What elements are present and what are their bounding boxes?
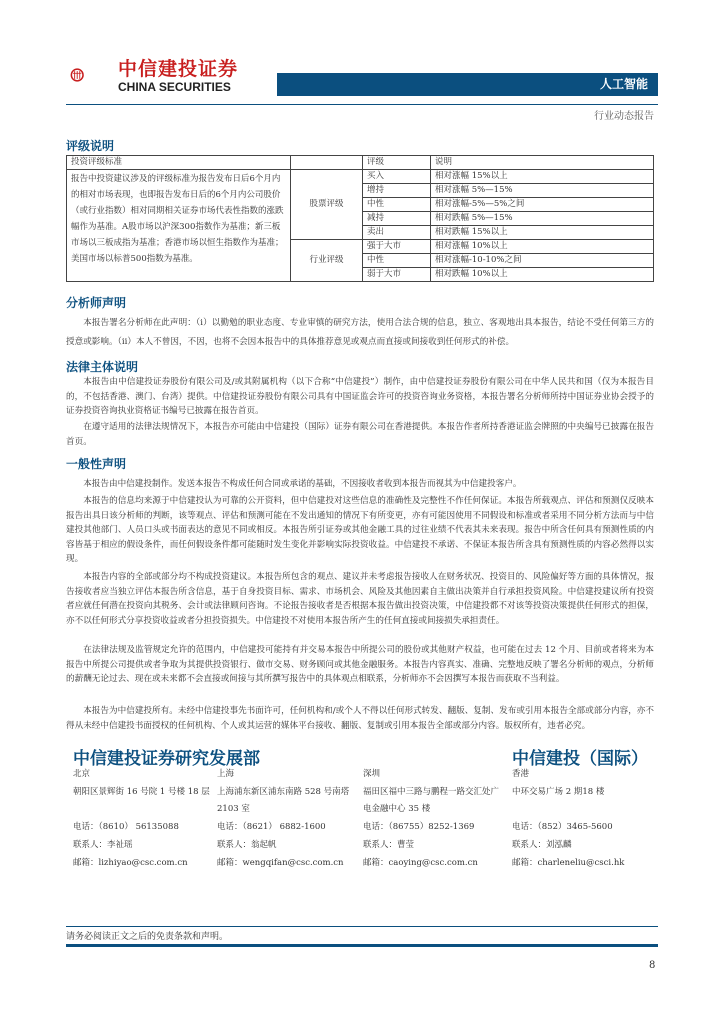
desc-cell: 相对跌幅 10%以上 bbox=[431, 268, 654, 282]
rating-title: 评级说明 bbox=[66, 139, 115, 153]
rating-cell: 增持 bbox=[363, 184, 431, 198]
desc-cell: 相对涨幅-10-10%之间 bbox=[431, 254, 654, 268]
office-phone: 电话：（8621） 6882-1600 bbox=[217, 822, 326, 833]
office-city: 深圳 bbox=[363, 769, 381, 779]
office-email[interactable]: 邮箱：wengqifan@csc.com.cn bbox=[217, 857, 344, 868]
general-title: 一般性声明 bbox=[66, 457, 127, 471]
desc-cell: 相对涨幅 15%以上 bbox=[431, 170, 654, 184]
table-header: 投资评级标准 bbox=[67, 156, 291, 170]
legal-para: 本报告由中信建投证券股份有限公司及/或其附属机构（以下合称“中信建投”）制作，由中信建投证券股份有限公司在中华人民共和国（仅为本报告目的，不包括香港、澳门、台湾）提供。中信建投证券股份有限公司具有中国证监会许可的投资咨询业务资格，本报告署名分析师所持中国证券业协会授予的证券投资咨询执业资格证书编号已披露在报告首页。 bbox=[66, 377, 654, 416]
office-phone: 电话：（86755）8252-1369 bbox=[363, 822, 475, 833]
dept-intl: 中信建投（国际） bbox=[512, 749, 648, 769]
desc-cell: 相对涨幅-5%—5%之间 bbox=[431, 198, 654, 212]
page-number: 8 bbox=[649, 960, 656, 971]
general-para: 在法律法规及监管规定允许的范围内，中信建投可能持有并交易本报告中所提公司的股份或其他财产权益，也可能在过去 12 个月、目前或者将来为本报告中所提公司提供或者争取为其提供投资银行、做市交易、财务顾问或其他金融服务。本报告内容真实、准确、完整地反映了署名分析师的观点，分析师的薪酬无论过去、现在或未来都不会直接或间接与其所撰写报告中的具体观点相联系，分析师亦不会因撰写本报告而获取不当利益。 bbox=[66, 645, 654, 684]
general-para: 本报告由中信建投制作。发送本报告不构成任何合同或承诺的基础，不因接收者收到本报告而视其为中信建投客户。 bbox=[83, 479, 522, 489]
office-city: 北京 bbox=[73, 769, 91, 779]
office-city: 香港 bbox=[512, 769, 530, 779]
desc-cell: 相对涨幅 5%—15% bbox=[431, 184, 654, 198]
group-stock: 股票评级 bbox=[291, 170, 363, 240]
analyst-text: 本报告署名分析师在此声明：（i）以勤勉的职业态度、专业审慎的研究方法，使用合法合规的信息，独立、客观地出具本报告，结论不受任何第三方的授意或影响。（ii）本人不曾因，不因，也将不会因本报告中的具体推荐意见或观点而直接或间接收到任何形式的补偿。 bbox=[66, 318, 654, 347]
rating-table bbox=[66, 155, 654, 282]
rating-cell: 卖出 bbox=[363, 226, 431, 240]
report-type: 行业动态报告 bbox=[594, 111, 654, 122]
legal-para: 在遵守适用的法律法规情况下，本报告亦可能由中信建投（国际）证券有限公司在香港提供。本报告作者所持香港证监会牌照的中央编号已披露在报告首页。 bbox=[66, 422, 654, 447]
rating-cell: 中性 bbox=[363, 198, 431, 212]
office-shenzhen bbox=[363, 766, 503, 872]
company-logo-icon bbox=[70, 50, 118, 100]
office-phone: 电话：（8610） 56135088 bbox=[73, 822, 179, 833]
office-email[interactable]: 邮箱：charleneliu@csci.hk bbox=[512, 857, 625, 868]
office-email[interactable]: 邮箱：lizhiyao@csc.com.cn bbox=[73, 857, 188, 868]
office-contact: 联系人：曹莹 bbox=[363, 839, 415, 850]
rating-standard: 报告中投资建议涉及的评级标准为报告发布日后6个月内的相对市场表现，也即报告发布日后的6个月内公司股价（或行业指数）相对同期相关证券市场代表性指数的涨跌幅作为基准。A股市场以沪深300指数作为基准；新三板市场以三板成指为基准；香港市场以恒生指数作为基准；美国市场以标普500指数为基准。 bbox=[67, 170, 291, 282]
logo-text-en: CHINA SECURITIES bbox=[118, 80, 231, 94]
header-divider bbox=[66, 104, 658, 105]
rating-cell: 弱于大市 bbox=[363, 268, 431, 282]
office-address: 中环交易广场 2 期18 楼 bbox=[512, 786, 605, 797]
office-hongkong bbox=[512, 766, 652, 872]
rating-cell: 减持 bbox=[363, 212, 431, 226]
office-address: 朝阳区景辉街 16 号院 1 号楼 18 层 bbox=[73, 786, 210, 797]
footer-divider bbox=[66, 926, 658, 927]
table-header bbox=[291, 156, 363, 170]
office-beijing bbox=[73, 766, 213, 872]
desc-cell: 相对跌幅 15%以上 bbox=[431, 226, 654, 240]
office-contact: 联系人：翁起帆 bbox=[217, 839, 277, 850]
office-city: 上海 bbox=[217, 769, 235, 779]
dept-main: 中信建投证券研究发展部 bbox=[73, 749, 260, 769]
office-shanghai bbox=[217, 766, 357, 872]
group-industry: 行业评级 bbox=[291, 240, 363, 282]
rating-cell: 强于大市 bbox=[363, 240, 431, 254]
footer-notice: 请务必阅读正文之后的免责条款和声明。 bbox=[66, 932, 229, 942]
office-address: 上海浦东新区浦东南路 528 号南塔 2103 室 bbox=[217, 786, 350, 815]
footer-divider-thick bbox=[66, 944, 658, 947]
office-contact: 联系人：李祉瑶 bbox=[73, 839, 133, 850]
general-para: 本报告为中信建投所有。未经中信建投事先书面许可，任何机构和/或个人不得以任何形式转发、翻版、复制、发布或引用本报告全部或部分内容，亦不得从未经中信建投书面授权的任何机构、个人或其运营的媒体平台接收、翻版、复制或引用本报告全部或部分内容。版权所有，违者必究。 bbox=[66, 706, 654, 731]
table-header: 说明 bbox=[431, 156, 654, 170]
office-phone: 电话：（852）3465-5600 bbox=[512, 822, 613, 833]
rating-cell: 买入 bbox=[363, 170, 431, 184]
desc-cell: 相对跌幅 5%—15% bbox=[431, 212, 654, 226]
office-contact: 联系人：刘泓麟 bbox=[512, 839, 572, 850]
table-header: 评级 bbox=[363, 156, 431, 170]
office-address: 福田区福中三路与鹏程一路交汇处广电金融中心 35 楼 bbox=[363, 786, 500, 815]
general-para: 本报告的信息均来源于中信建投认为可靠的公开资料，但中信建投对这些信息的准确性及完整性不作任何保证。本报告所载观点、评估和预测仅反映本报告出具日该分析师的判断，该等观点、评估和预测可能在不发出通知的情况下有所变更，亦有可能因使用不同假设和标准或者采用不同分析方法而与中信建投其他部门、人员口头或书面表达的意见不同或相反。本报告所引证券或其他金融工具的过往业绩不代表其未来表现。报告中所含任何具有预测性质的内容皆基于相应的假设条件，而任何假设条件都可能随时发生变化并影响实际投资收益。中信建投不承诺、不保证本报告所含具有预测性质的内容必然得以实现。 bbox=[66, 496, 654, 564]
general-para: 本报告内容的全部或部分均不构成投资建议。本报告所包含的观点、建议并未考虑报告接收人在财务状况、投资目的、风险偏好等方面的具体情况，报告接收者应当独立评估本报告所含信息，基于自身投资目标、需求、市场机会、风险及其他因素自主做出决策并自行承担投资风险。中信建投建议所有投资者应就任何潜在投资向其税务、会计或法律顾问咨询。不论报告接收者是否根据本报告做出投资决策，中信建投都不对该等投资决策提供任何形式的担保，亦不以任何形式分享投资收益或者分担投资损失。中信建投不对使用本报告所产生的任何直接或间接损失承担责任。 bbox=[66, 572, 654, 626]
desc-cell: 相对涨幅 10%以上 bbox=[431, 240, 654, 254]
sector-banner: 人工智能 bbox=[277, 73, 658, 96]
rating-cell: 中性 bbox=[363, 254, 431, 268]
office-email[interactable]: 邮箱：caoying@csc.com.cn bbox=[363, 857, 478, 868]
analyst-title: 分析师声明 bbox=[66, 296, 127, 310]
logo-text-cn: 中信建投证券 bbox=[118, 58, 239, 80]
legal-title: 法律主体说明 bbox=[66, 360, 139, 374]
